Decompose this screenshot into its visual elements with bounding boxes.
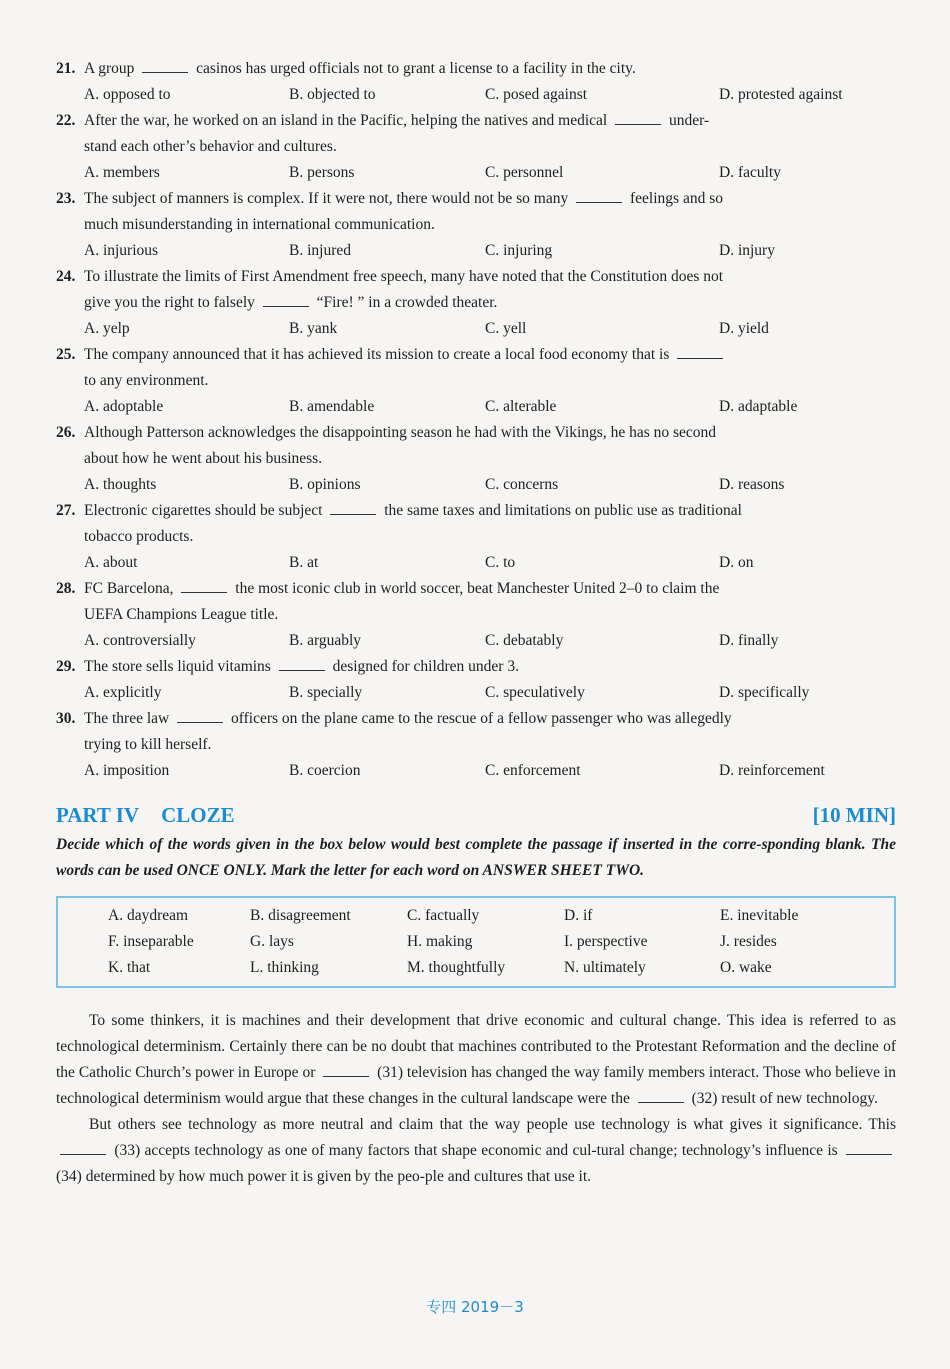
question-item bbox=[56, 420, 896, 498]
text-segment: (32) result of new technology. bbox=[687, 1090, 878, 1107]
question-item bbox=[56, 264, 896, 342]
text-segment: After the war, he worked on an island in the Pacific, helping the natives and medical bbox=[84, 112, 612, 129]
word-row bbox=[108, 903, 894, 929]
word-choice: A. daydream bbox=[108, 907, 189, 924]
option-row bbox=[56, 628, 896, 654]
answer-option: B. injured bbox=[289, 242, 351, 259]
text-segment: To some thinkers, it is machines and their development that drive economic and cultural change. This idea is referred to as technological determinism. Certainly there can be no doubt that machines contributed to the Protestant Reformation and the decline of the Catholic Church’s power in Europe or bbox=[56, 1012, 896, 1081]
cloze-passage bbox=[56, 1008, 896, 1190]
question-number: 21. bbox=[56, 60, 76, 77]
question-item bbox=[56, 186, 896, 264]
text-segment: The subject of manners is complex. If it were not, there would not be so many bbox=[84, 190, 573, 207]
answer-blank bbox=[615, 109, 661, 125]
answer-option: C. posed against bbox=[485, 86, 588, 103]
text-segment: To illustrate the limits of First Amendment free speech, many have noted that the Constitution does not bbox=[84, 268, 724, 285]
part-header bbox=[56, 800, 896, 830]
text-segment: “Fire! ” in a crowded theater. bbox=[312, 294, 498, 311]
answer-option: C. personnel bbox=[485, 164, 564, 181]
answer-option: A. injurious bbox=[84, 242, 159, 259]
answer-option: A. adoptable bbox=[84, 398, 164, 415]
text-segment: (34) determined by how much power it is given by the peo-ple and cultures that use it. bbox=[56, 1168, 592, 1185]
exam-page bbox=[56, 56, 896, 1190]
answer-option: D. on bbox=[719, 554, 754, 571]
word-box bbox=[56, 896, 896, 988]
question-continuation: to any environment. bbox=[84, 372, 209, 389]
question-number: 22. bbox=[56, 112, 76, 129]
question-text bbox=[84, 420, 896, 446]
word-choice: F. inseparable bbox=[108, 933, 194, 950]
answer-option: D. reasons bbox=[719, 476, 785, 493]
answer-option: B. amendable bbox=[289, 398, 375, 415]
answer-option: D. protested against bbox=[719, 86, 843, 103]
question-list bbox=[56, 56, 896, 784]
word-row bbox=[108, 929, 894, 955]
answer-blank bbox=[638, 1087, 684, 1103]
answer-option: A. about bbox=[84, 554, 138, 571]
option-row bbox=[56, 238, 896, 264]
question-item bbox=[56, 654, 896, 706]
word-choice: O. wake bbox=[720, 959, 772, 976]
question-number: 30. bbox=[56, 710, 76, 727]
question-continuation: stand each other’s behavior and cultures. bbox=[84, 138, 337, 155]
answer-option: D. finally bbox=[719, 632, 779, 649]
question-text bbox=[84, 342, 896, 368]
word-choice: J. resides bbox=[720, 933, 777, 950]
answer-blank bbox=[177, 707, 223, 723]
question-item bbox=[56, 498, 896, 576]
question-stem bbox=[56, 56, 896, 82]
word-choice: N. ultimately bbox=[564, 959, 646, 976]
answer-blank bbox=[181, 577, 227, 593]
question-stem bbox=[56, 342, 896, 368]
question-stem bbox=[56, 498, 896, 524]
question-item bbox=[56, 342, 896, 420]
text-segment: The three law bbox=[84, 710, 174, 727]
text-segment: casinos has urged officials not to grant a license to a facility in the city. bbox=[192, 60, 636, 77]
answer-option: C. enforcement bbox=[485, 762, 581, 779]
question-continuation bbox=[56, 290, 896, 316]
question-stem bbox=[56, 186, 896, 212]
question-text bbox=[84, 264, 896, 290]
word-choice: E. inevitable bbox=[720, 907, 799, 924]
answer-option: D. reinforcement bbox=[719, 762, 825, 779]
answer-blank bbox=[279, 655, 325, 671]
text-segment: The store sells liquid vitamins bbox=[84, 658, 275, 675]
text-segment: officers on the plane came to the rescue of a fellow passenger who was allegedly bbox=[227, 710, 732, 727]
word-row bbox=[108, 955, 894, 981]
answer-option: B. arguably bbox=[289, 632, 362, 649]
text-segment: give you the right to falsely bbox=[84, 294, 259, 311]
question-stem bbox=[56, 108, 896, 134]
answer-option: B. at bbox=[289, 554, 319, 571]
question-continuation: much misunderstanding in international communication. bbox=[84, 216, 435, 233]
text-segment: Although Patterson acknowledges the disappointing season he had with the Vikings, he has no second bbox=[84, 424, 717, 441]
answer-option: A. controversially bbox=[84, 632, 196, 649]
answer-option: C. injuring bbox=[485, 242, 553, 259]
question-stem bbox=[56, 576, 896, 602]
answer-option: C. speculatively bbox=[485, 684, 585, 701]
word-choice: G. lays bbox=[250, 933, 294, 950]
answer-option: C. alterable bbox=[485, 398, 557, 415]
question-number: 24. bbox=[56, 268, 76, 285]
question-stem bbox=[56, 706, 896, 732]
answer-option: D. faculty bbox=[719, 164, 781, 181]
option-row bbox=[56, 160, 896, 186]
question-item bbox=[56, 108, 896, 186]
question-item bbox=[56, 576, 896, 654]
text-segment: A group bbox=[84, 60, 139, 77]
text-segment: (31) television has changed the way family members interact. Those who believe in technological determinism would argue that these changes in the cultural landscape were the bbox=[56, 1064, 896, 1107]
question-item bbox=[56, 56, 896, 108]
answer-option: B. objected to bbox=[289, 86, 376, 103]
text-segment: feelings and so bbox=[626, 190, 723, 207]
cloze-instructions: Decide which of the words given in the box below would best complete the passage if inserted in the corre-sponding blank. The words can be used ONCE ONLY. Mark the letter for each word on ANSWER SHEET TWO. bbox=[56, 836, 896, 879]
answer-option: A. imposition bbox=[84, 762, 170, 779]
text-segment: the most iconic club in world soccer, beat Manchester United 2–0 to claim the bbox=[231, 580, 720, 597]
answer-blank bbox=[323, 1061, 369, 1077]
answer-option: D. specifically bbox=[719, 684, 810, 701]
answer-option: A. yelp bbox=[84, 320, 130, 337]
answer-option: A. members bbox=[84, 164, 160, 181]
text-segment: Electronic cigarettes should be subject bbox=[84, 502, 327, 519]
part-name: CLOZE bbox=[161, 803, 235, 827]
answer-blank bbox=[60, 1139, 106, 1155]
question-text bbox=[84, 56, 896, 82]
question-text bbox=[84, 654, 896, 680]
option-row bbox=[56, 316, 896, 342]
answer-option: C. debatably bbox=[485, 632, 564, 649]
answer-option: D. yield bbox=[719, 320, 769, 337]
question-number: 29. bbox=[56, 658, 76, 675]
answer-blank bbox=[846, 1139, 892, 1155]
text-segment: the same taxes and limitations on public use as traditional bbox=[380, 502, 742, 519]
word-choice: B. disagreement bbox=[250, 907, 351, 924]
word-choice: H. making bbox=[407, 933, 473, 950]
answer-option: C. yell bbox=[485, 320, 527, 337]
page-footer: 专四 2019－3 bbox=[426, 1298, 524, 1316]
option-row bbox=[56, 394, 896, 420]
question-continuation: UEFA Champions League title. bbox=[84, 606, 279, 623]
question-text bbox=[84, 498, 896, 524]
answer-option: C. to bbox=[485, 554, 516, 571]
question-number: 27. bbox=[56, 502, 76, 519]
answer-blank bbox=[677, 343, 723, 359]
question-stem bbox=[56, 264, 896, 290]
answer-option: B. yank bbox=[289, 320, 338, 337]
answer-option: B. persons bbox=[289, 164, 355, 181]
word-choice: D. if bbox=[564, 907, 593, 924]
word-choice: M. thoughtfully bbox=[407, 959, 506, 976]
question-stem bbox=[56, 420, 896, 446]
text-segment: But others see technology as more neutral and claim that the way people use technology is what gives it significance. This bbox=[89, 1116, 896, 1133]
question-item bbox=[56, 706, 896, 784]
text-segment: (33) accepts technology as one of many factors that shape economic and cul-tural change; technology’s influence is bbox=[110, 1142, 842, 1159]
answer-option: A. thoughts bbox=[84, 476, 157, 493]
option-row bbox=[56, 758, 896, 784]
question-number: 28. bbox=[56, 580, 76, 597]
question-text bbox=[84, 108, 896, 134]
answer-option: B. opinions bbox=[289, 476, 361, 493]
answer-blank bbox=[263, 291, 309, 307]
answer-blank bbox=[142, 57, 188, 73]
question-number: 23. bbox=[56, 190, 76, 207]
text-segment: FC Barcelona, bbox=[84, 580, 178, 597]
question-text bbox=[84, 186, 896, 212]
answer-option: C. concerns bbox=[485, 476, 559, 493]
text-segment: under- bbox=[665, 112, 710, 129]
question-continuation: about how he went about his business. bbox=[84, 450, 323, 467]
answer-blank bbox=[576, 187, 622, 203]
option-row bbox=[56, 82, 896, 108]
answer-option: B. coercion bbox=[289, 762, 361, 779]
question-continuation: tobacco products. bbox=[84, 528, 194, 545]
answer-option: A. explicitly bbox=[84, 684, 162, 701]
question-stem bbox=[56, 654, 896, 680]
question-number: 26. bbox=[56, 424, 76, 441]
word-choice: K. that bbox=[108, 959, 151, 976]
question-text bbox=[84, 706, 896, 732]
passage-paragraph-2 bbox=[56, 1112, 896, 1190]
option-row bbox=[56, 472, 896, 498]
text-segment: designed for children under 3. bbox=[328, 658, 519, 675]
question-continuation: trying to kill herself. bbox=[84, 736, 212, 753]
part-time: [10 MIN] bbox=[812, 803, 896, 827]
answer-blank bbox=[330, 499, 376, 515]
word-choice: L. thinking bbox=[250, 959, 319, 976]
answer-option: B. specially bbox=[289, 684, 363, 701]
part-label: PART IV bbox=[56, 803, 140, 827]
answer-option: A. opposed to bbox=[84, 86, 171, 103]
word-choice: C. factually bbox=[407, 907, 480, 924]
answer-option: D. injury bbox=[719, 242, 775, 259]
question-number: 25. bbox=[56, 346, 76, 363]
answer-option: D. adaptable bbox=[719, 398, 798, 415]
passage-paragraph-1 bbox=[56, 1008, 896, 1112]
text-segment: The company announced that it has achieved its mission to create a local food economy that is bbox=[84, 346, 674, 363]
question-text bbox=[84, 576, 896, 602]
option-row bbox=[56, 680, 896, 706]
option-row bbox=[56, 550, 896, 576]
word-choice: I. perspective bbox=[564, 933, 648, 950]
